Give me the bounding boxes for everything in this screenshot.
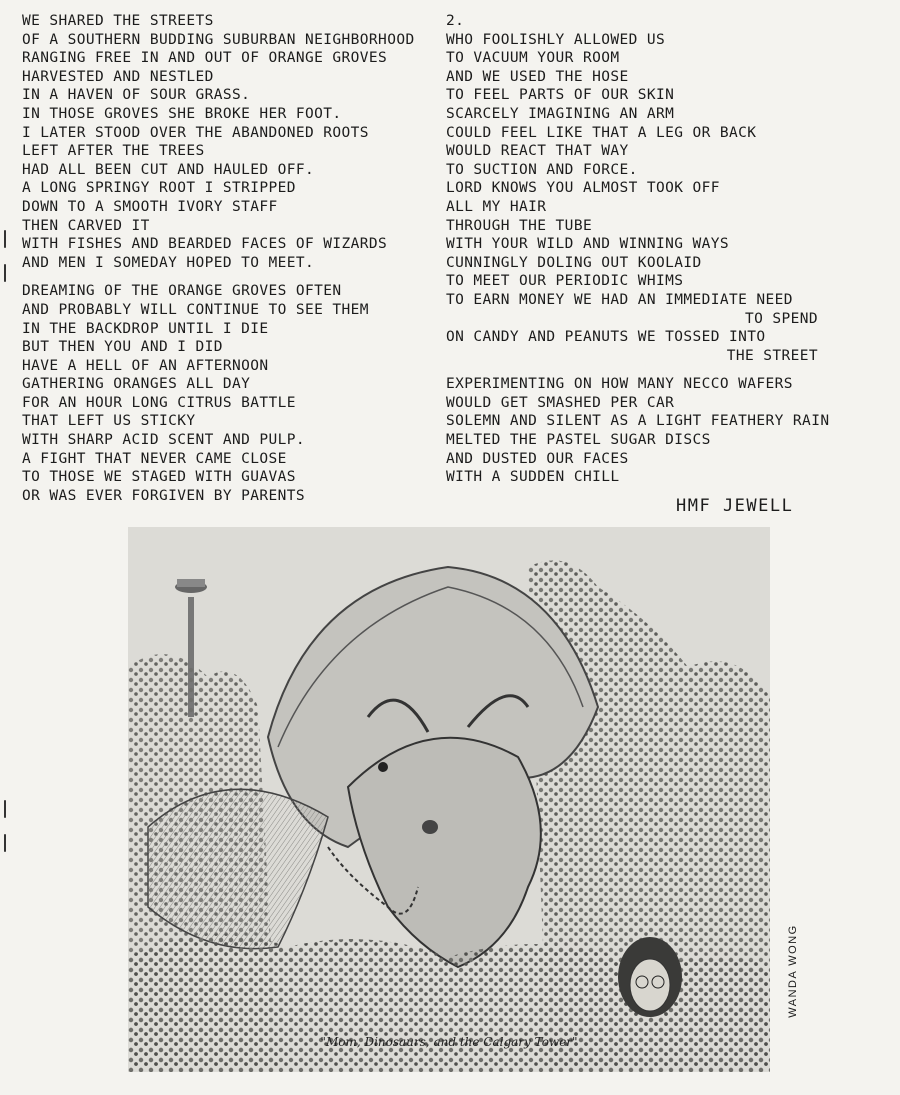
poem-line: WITH A SUDDEN CHILL [446,469,620,486]
poem-line: THAT LEFT US STICKY [22,413,196,430]
poem-left-column [22,12,422,505]
poem-line: HARVESTED AND NESTLED [22,68,214,85]
illustration [128,527,770,1072]
poem-line: LEFT AFTER THE TREES [22,143,205,160]
poem-line: COULD FEEL LIKE THAT A LEG OR BACK [446,124,757,141]
poem-line: TO THOSE WE STAGED WITH GUAVAS [22,469,296,486]
binding-marks [4,800,10,868]
poem-line: LORD KNOWS YOU ALMOST TOOK OFF [446,180,720,197]
poem-line: WITH SHARP ACID SCENT AND PULP. [22,432,306,449]
poem-line: OR WAS EVER FORGIVEN BY PARENTS [22,487,306,504]
poem-line: WITH YOUR WILD AND WINNING WAYS [446,236,730,253]
poem-line: WOULD GET SMASHED PER CAR [446,394,675,411]
poem-line: TO SUCTION AND FORCE. [446,161,638,178]
poem-line: TO EARN MONEY WE HAD AN IMMEDIATE NEED [446,291,793,308]
poem-line: MELTED THE PASTEL SUGAR DISCS [446,432,711,449]
page-number: 2. [446,13,465,29]
poem-line: THROUGH THE TUBE [446,217,593,234]
poem-line: SCARCELY IMAGINING AN ARM [446,105,675,122]
poem-line: ALL MY HAIR [446,198,547,215]
poem-line: AND DUSTED OUR FACES [446,450,629,467]
illustration-caption: "Mom, Dinosaurs, and the Calgary Tower" [320,1035,578,1049]
poem-line: GATHERING ORANGES ALL DAY [22,376,251,393]
poem-line: A FIGHT THAT NEVER CAME CLOSE [22,450,287,467]
poem-line: IN A HAVEN OF SOUR GRASS. [22,87,251,104]
binding-marks [4,230,10,298]
poem-line: I LATER STOOD OVER THE ABANDONED ROOTS [22,124,369,141]
poem-line: WOULD REACT THAT WAY [446,143,629,160]
poem-line: WE SHARED THE STREETS [22,13,214,29]
poem-line: HAD ALL BEEN CUT AND HAULED OFF. [22,161,315,178]
poem-line: EXPERIMENTING ON HOW MANY NECCO WAFERS [446,376,793,393]
poem-line: TO SPEND [744,310,818,327]
author-signature: HMF JEWELL [676,496,794,516]
poem-line: A LONG SPRINGY ROOT I STRIPPED [22,180,296,197]
poem-line: AND MEN I SOMEDAY HOPED TO MEET. [22,254,315,271]
poem-line: IN THE BACKDROP UNTIL I DIE [22,320,269,337]
poem-line: HAVE A HELL OF AN AFTERNOON [22,357,269,374]
dinosaur-drawing [128,527,770,1072]
poem-line: RANGING FREE IN AND OUT OF ORANGE GROVES [22,50,388,67]
poem-line: ON CANDY AND PEANUTS WE TOSSED INTO [446,329,766,346]
poem-line: TO MEET OUR PERIODIC WHIMS [446,273,684,290]
poem-line: WITH FISHES AND BEARDED FACES OF WIZARDS [22,236,388,253]
poem-right-column [446,12,886,487]
poem-line: DOWN TO A SMOOTH IVORY STAFF [22,198,278,215]
poem-line: AND WE USED THE HOSE [446,68,629,85]
artist-name: WANDA WONG [787,924,799,1018]
poem-line: CUNNINGLY DOLING OUT KOOLAID [446,254,702,271]
poem-line: BUT THEN YOU AND I DID [22,339,223,356]
poem-line: SOLEMN AND SILENT AS A LIGHT FEATHERY RAIN [446,413,830,430]
poem-line: AND PROBABLY WILL CONTINUE TO SEE THEM [22,301,369,318]
poem-line: THEN CARVED IT [22,217,150,234]
poem-line: THE STREET [726,347,818,364]
poem-line: OF A SOUTHERN BUDDING SUBURBAN NEIGHBORHOOD [22,31,415,48]
poem-line: TO VACUUM YOUR ROOM [446,50,620,67]
poem-line: DREAMING OF THE ORANGE GROVES OFTEN [22,283,342,300]
poem-line: TO FEEL PARTS OF OUR SKIN [446,87,675,104]
poem-line: IN THOSE GROVES SHE BROKE HER FOOT. [22,105,342,122]
poem-line: FOR AN HOUR LONG CITRUS BATTLE [22,394,296,411]
artist-credit [783,925,803,1025]
poem-line: WHO FOOLISHLY ALLOWED US [446,31,666,48]
woman-face-drawing [618,937,682,1017]
